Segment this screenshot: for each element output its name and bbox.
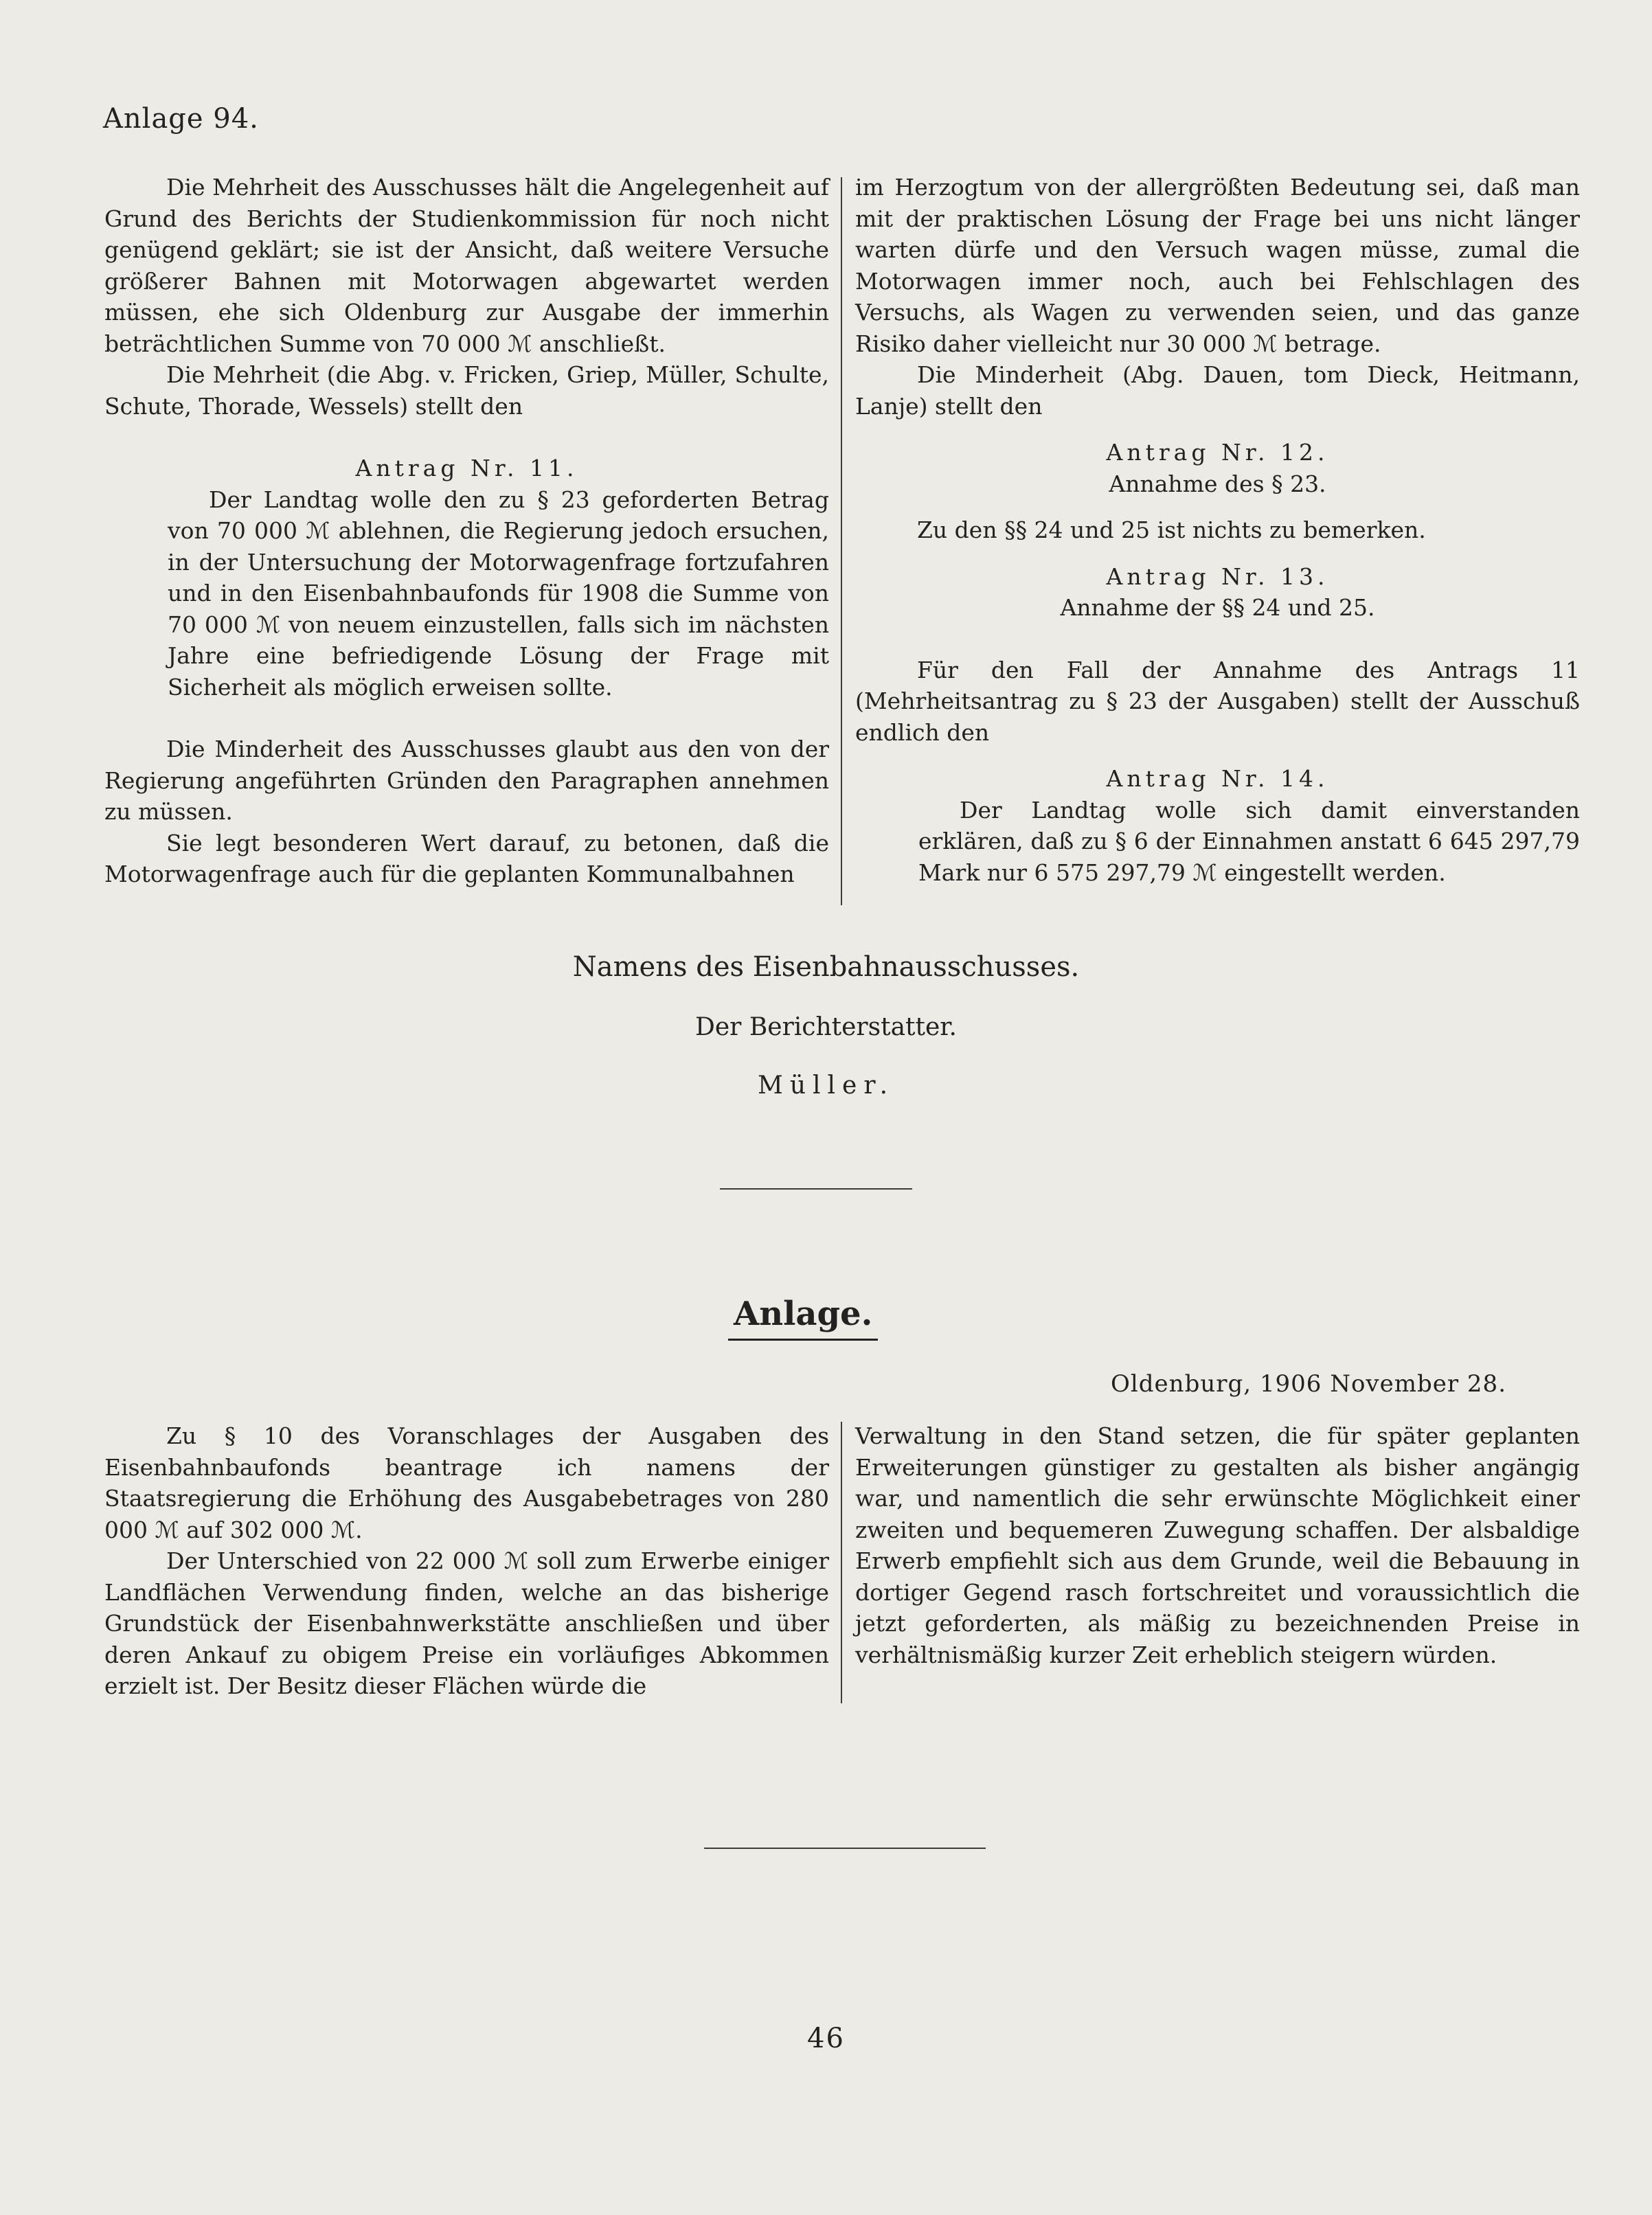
paragraph: im Herzogtum von der allergrößten Bedeutung sei, daß man mit der praktischen Lösung der Frage bei uns nicht länger warten dürfe und den Versuch wagen müsse, zumal die Motorwagen immer noch, auch bei Fehlschlagen des Versuchs, als Wagen zu verwenden seien, und das ganze Risiko daher vielleicht nur 30 000 ℳ betrage. <box>855 174 1580 357</box>
paragraph: Sie legt besonderen Wert darauf, zu betonen, daß die Motorwagenfrage auch für die geplanten Kommunalbahnen <box>104 829 829 887</box>
motion-body <box>855 795 1580 889</box>
annex-left-column <box>104 1420 829 1702</box>
footer-divider <box>704 1848 986 1849</box>
paragraph: Die Minderheit des Ausschusses glaubt aus den von der Regierung angeführten Gründen den Paragraphen annehmen zu müssen. <box>104 736 829 825</box>
paragraph: Der Unterschied von 22 000 ℳ soll zum Erwerbe einiger Landflächen Verwendung finden, welche an das bisherige Grundstück der Eisenbahnwerkstätte anschließen und über deren Ankauf zu obigem Preise ein vorläufiges Abkommen erzielt ist. Der Besitz dieser Flächen würde die <box>104 1547 829 1699</box>
motion-heading: Antrag Nr. 13. <box>1106 563 1329 590</box>
place-date: Oldenburg, 1906 November 28. <box>1111 1370 1506 1398</box>
motion-heading: Antrag Nr. 12. <box>1106 439 1329 466</box>
committee-name: Namens des Eisenbahnausschusses. <box>572 951 1080 983</box>
paragraph: Zu § 10 des Voranschlages der Ausgaben des Eisenbahnbaufonds beantrage ich namens der Staatsregierung die Erhöhung des Ausgabebetrages von 280 000 ℳ auf 302 000 ℳ. <box>104 1422 829 1543</box>
motion-text: Annahme der §§ 24 und 25. <box>1060 594 1375 621</box>
paragraph: Die Mehrheit (die Abg. v. Fricken, Griep, Müller, Schulte, Schute, Thorade, Wessels) stellt den <box>104 361 829 420</box>
motion-text: Der Landtag wolle den zu § 23 geforderten Betrag von 70 000 ℳ ablehnen, die Regierung jedoch ersuchen, in der Untersuchung der Motorwagenfrage fortzufahren und in den Eisenbahnbaufonds für 1908 die Summe von 70 000 ℳ von neuem einzustellen, falls sich im nächsten Jahre eine befriedigende Lösung der Frage mit Sicherheit als möglich erweisen sollte. <box>168 486 829 701</box>
column-divider <box>841 177 842 905</box>
paragraph: Verwaltung in den Stand setzen, die für später geplanten Erweiterungen günstiger zu gestalten als bisher angängig war, und namentlich die sehr erwünschte Möglichkeit einer zweiten und bequemeren Zuwegung schaffen. Der alsbaldige Erwerb empfiehlt sich aus dem Grunde, weil die Bebauung in dortiger Gegend rasch fortschreitet und voraussichtlich die jetzt geforderten, als mäßig zu bezeichnenden Preise in verhältnismäßig kurzer Zeit erheblich steigern würden. <box>855 1422 1580 1668</box>
annex-heading: Anlage. <box>728 1295 878 1341</box>
rapporteur-role: Der Berichterstatter. <box>695 1013 957 1041</box>
paragraph: Die Mehrheit des Ausschusses hält die Angelegenheit auf Grund des Berichts der Studienkommission für noch nicht genügend geklärt; sie ist der Ansicht, daß weitere Versuche größerer Bahnen mit Motorwagen abgewartet werden müssen, ehe sich Oldenburg zur Ausgabe der immerhin beträchtlichen Summe von 70 000 ℳ anschließt. <box>104 174 829 357</box>
motion-text: Der Landtag wolle sich damit einverstanden erklären, daß zu § 6 der Einnahmen anstatt 6 645 297,79 Mark nur 6 575 297,79 ℳ eingestellt werden. <box>918 796 1580 886</box>
motion-body <box>104 484 829 703</box>
rapporteur-name: Müller. <box>757 1071 895 1100</box>
upper-left-column <box>104 172 829 890</box>
motion-text: Annahme des § 23. <box>1109 470 1326 497</box>
paragraph: Zu den §§ 24 und 25 ist nichts zu bemerken. <box>917 516 1426 543</box>
upper-right-column <box>855 172 1580 888</box>
page-label: Anlage 94. <box>103 103 259 135</box>
paragraph: Die Minderheit (Abg. Dauen, tom Dieck, Heitmann, Lanje) stellt den <box>855 361 1580 420</box>
section-divider <box>720 1188 912 1190</box>
annex-right-column <box>855 1420 1580 1670</box>
motion-heading: Antrag Nr. 11. <box>355 455 578 481</box>
column-divider <box>841 1422 842 1703</box>
motion-heading: Antrag Nr. 14. <box>1106 765 1329 792</box>
paragraph: Für den Fall der Annahme des Antrags 11 (Mehrheitsantrag zu § 23 der Ausgaben) stellt der Ausschuß endlich den <box>855 656 1580 746</box>
page-number: 46 <box>807 2023 845 2054</box>
